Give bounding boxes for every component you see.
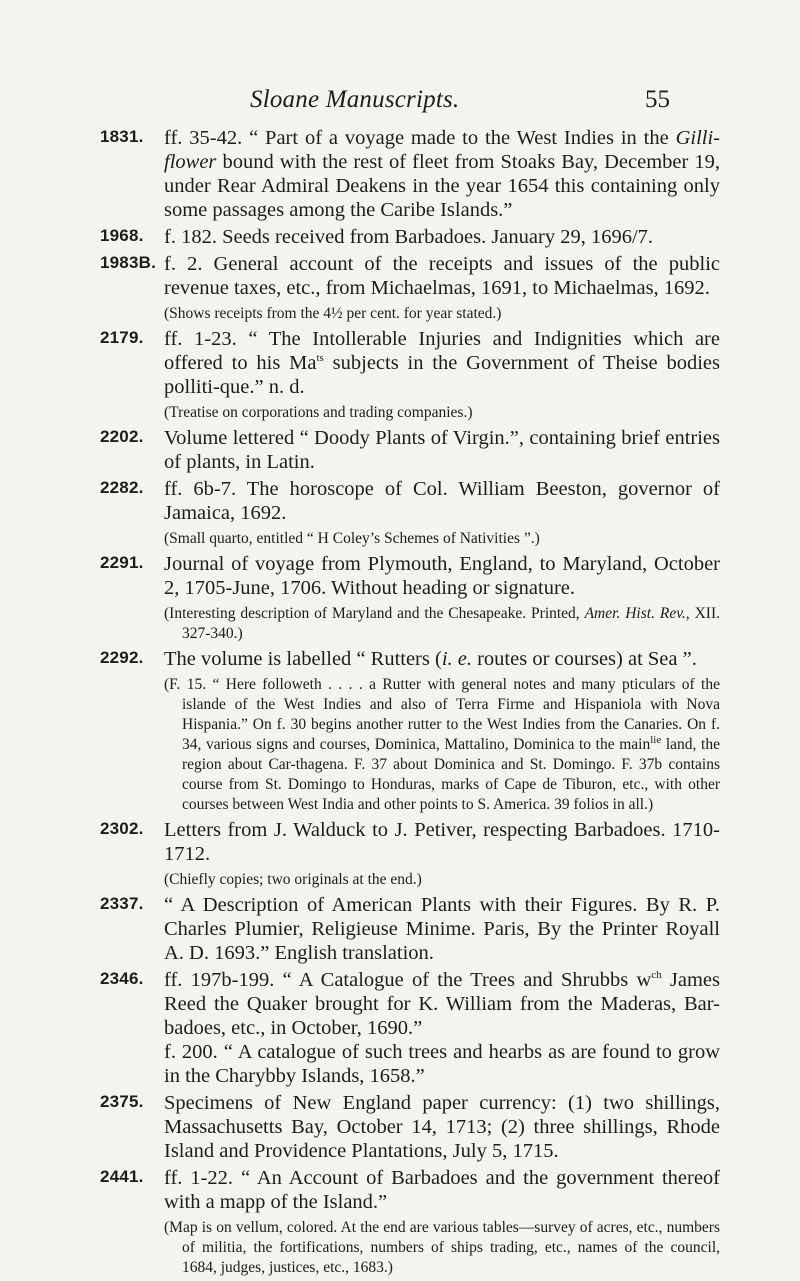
- entry-2179: [100, 327, 720, 423]
- entry-text: [164, 126, 720, 222]
- entry-number: 2202.: [100, 427, 144, 446]
- entry-note-part: XII. 327-340.): [182, 605, 720, 642]
- entry-note-part: land, the region about Car-thagena. F. 37 about Dominica and St. Domingo. F. 37b contains course from St. Domingo to Honduras, marks of Cape de Tiburon, etc., with other courses between West India and other points to S. America. 39 folios in all.): [182, 736, 720, 813]
- entry-2375: [100, 1091, 720, 1163]
- entry-2441: [100, 1166, 720, 1278]
- entry-2202: [100, 426, 720, 474]
- entry-text: [164, 647, 720, 671]
- entry-number: 2337.: [100, 894, 144, 913]
- entry-number: 2291.: [100, 553, 144, 572]
- entry-text: “ A Description of American Plants with their Figures. By R. P. Charles Plumier, Religieuse Minime. Paris, By the Printer Royall A. D. 1693.” English translation.: [164, 894, 720, 964]
- entry-text-part: ff. 35-42. “ Part of a voyage made to the West Indies in the: [164, 127, 676, 149]
- abbreviation: i. e.: [441, 648, 472, 670]
- superscript: ts: [316, 352, 324, 365]
- entry-note: [164, 1218, 720, 1278]
- entry-number: 1831.: [100, 127, 144, 146]
- entry-number: 2346.: [100, 969, 144, 988]
- entry-text: ff. 6b-7. The horoscope of Col. William Beeston, governor of Jamaica, 1692.: [164, 478, 720, 524]
- entry-number: 2292.: [100, 648, 144, 667]
- entry-text-part: ff. 197b-199. “ A Catalogue of the Trees and Shrubbs w: [164, 969, 652, 991]
- entry-text-part: James Reed the Quaker brought for K. William from the Maderas, Bar-badoes, etc., in October, 1690.”: [164, 969, 720, 1039]
- entry-2282: [100, 477, 720, 549]
- entry-number: 2282.: [100, 478, 144, 497]
- entry-note-part: (Interesting description of Maryland and the Chesapeake. Printed,: [164, 605, 585, 622]
- entry-number: 2179.: [100, 328, 144, 347]
- entry-text: Volume lettered “ Doody Plants of Virgin.”, containing brief entries of plants, in Latin.: [164, 427, 720, 473]
- journal-title: Amer. Hist. Rev.,: [584, 605, 690, 622]
- entry-note-part: (Map is on vellum, colored. At the end are various tables—survey of acres, etc., numbers of militia, the fortifications, numbers of ships trading, etc., names of the council, 1684, judges, justices, etc., 1683.): [164, 1219, 720, 1276]
- entry-text-part: The volume is labelled “ Rutters (: [164, 648, 442, 670]
- entry-text: Specimens of New England paper currency: (1) two shillings, Massachusetts Bay, October 14, 1713; (2) three shillings, Rhode Island and Providence Plantations, July 5, 1715.: [164, 1092, 720, 1162]
- entry-note: (Chiefly copies; two originals at the end.): [164, 871, 422, 888]
- entry-2292: [100, 647, 720, 815]
- entry-2302: [100, 818, 720, 890]
- entry-text-part: routes or courses) at Sea ”.: [471, 648, 697, 670]
- entry-note: [164, 604, 720, 644]
- ship-name: Gilli-flower: [164, 127, 720, 173]
- entry-note: (Shows receipts from the 4½ per cent. for year stated.): [164, 305, 502, 322]
- superscript: lie: [650, 733, 662, 746]
- entry-2337: [100, 893, 720, 965]
- entry-text-part: ff. 1-23. “ The Intollerable Injuries and Indignities which are offered to his Ma: [164, 328, 720, 374]
- entry-2291: [100, 552, 720, 644]
- entry-text: Journal of voyage from Plymouth, England, to Maryland, October 2, 1705-June, 1706. Without heading or signature.: [164, 553, 720, 599]
- entry-2346: [100, 968, 720, 1088]
- entry-text: ff. 1-22. “ An Account of Barbadoes and the government thereof with a mapp of the Island.”: [164, 1167, 720, 1213]
- entry-number: 2441.: [100, 1167, 144, 1186]
- running-header: [250, 86, 670, 118]
- entry-text-part: bound with the rest of fleet from Stoaks Bay, December 19, under Rear Admiral Deakens in the year 1654 this containing only some passages among the Caribe Islands.”: [164, 151, 720, 221]
- entry-number: 1983B.: [100, 253, 157, 272]
- entry-1831: [100, 126, 720, 222]
- entry-text: [164, 968, 720, 1040]
- entry-number: 2302.: [100, 819, 144, 838]
- entry-note: [164, 675, 720, 815]
- entry-text: f. 182. Seeds received from Barbadoes. January 29, 1696/7.: [164, 226, 654, 248]
- superscript: ch: [651, 969, 662, 982]
- entry-note: (Treatise on corporations and trading companies.): [164, 404, 473, 421]
- entry-note-part: (F. 15. “ Here followeth . . . . a Rutter with general notes and many pticulars of the islande of the West Indies and also of Terra Firme and Hispaniola with Nova Hispania.” On f. 30 begins another rutter to the West Indies from the Canaries. On f. 34, various signs and courses, Dominica, Mattalino, Dominica to the main: [164, 676, 720, 753]
- page-number: 55: [645, 86, 670, 113]
- entry-number: 1968.: [100, 226, 144, 245]
- entry-text-part: subjects in the Government of Theise bodies polliti-que.” n. d.: [164, 352, 720, 398]
- entry-text: [164, 327, 720, 399]
- entry-subitem: f. 200. “ A catalogue of such trees and hearbs as are found to grow in the Charybby Islands, 1658.”: [164, 1041, 720, 1087]
- running-title: Sloane Manuscripts.: [250, 86, 460, 113]
- catalogue-entries: [100, 126, 720, 1281]
- entry-note: (Small quarto, entitled “ H Coley’s Schemes of Nativities ”.): [164, 530, 540, 547]
- entry-text: Letters from J. Walduck to J. Petiver, respecting Barbadoes. 1710-1712.: [164, 819, 720, 865]
- entry-number: 2375.: [100, 1092, 144, 1111]
- entry-1968: [100, 225, 720, 249]
- entry-1983b: [100, 252, 720, 324]
- entry-text: f. 2. General account of the receipts and issues of the public revenue taxes, etc., from Michaelmas, 1691, to Michaelmas, 1692.: [164, 253, 720, 299]
